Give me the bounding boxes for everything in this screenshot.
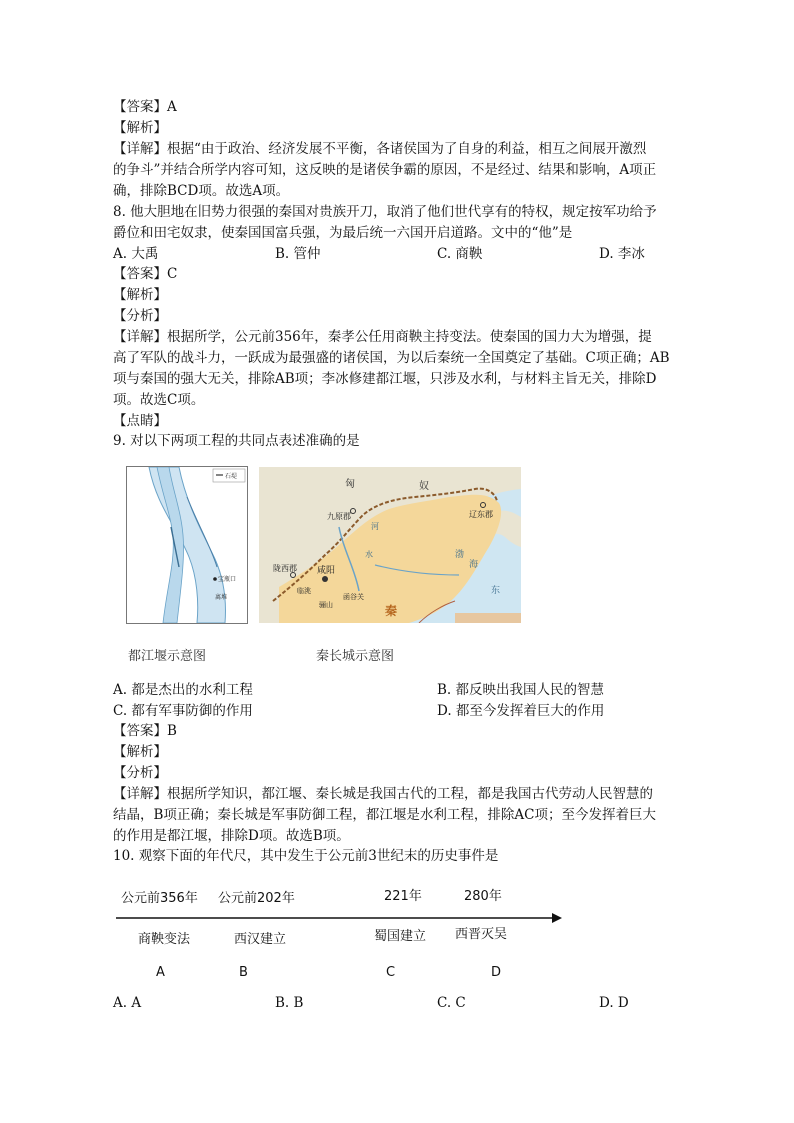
q8-stem-line: 8. 他大胆地在旧势力很强的秦国对贵族开刀，取消了他们世代享有的特权，规定按军功给予 [113, 204, 657, 220]
dujiangyan-map [126, 466, 248, 624]
q7-detail-line: 确，排除BCD项。故选A项。 [113, 183, 290, 199]
timeline-year: 280年 [464, 889, 502, 904]
xiongnu-label: 匈 [345, 479, 355, 490]
xianyang-label: 咸阳 [317, 566, 336, 576]
q7-detail-line: 【详解】根据“由于政治、经济发展不平衡，各诸侯国为了自身的利益，相互之间展开激烈 [113, 141, 647, 157]
q8-fenxi-label: 【分析】 [113, 308, 167, 324]
q7-answer: 【答案】A [113, 99, 177, 115]
q9-fenxi-label: 【分析】 [113, 765, 167, 781]
q8-option-c[interactable]: C. 商鞅 [437, 246, 483, 262]
timeline-event: 西汉建立 [234, 932, 287, 947]
q9-answer: 【答案】B [113, 723, 177, 739]
q9-detail-line: 【详解】根据所学知识，都江堰、秦长城是我国古代的工程，都是我国古代劳动人民智慧的 [113, 786, 653, 802]
timeline-letter: C [386, 965, 396, 980]
shui-label: 水 [365, 550, 373, 559]
q8-stem-line: 爵位和田宅奴隶，使秦国国富兵强，为最后统一六国开启道路。文中的“他”是 [113, 225, 573, 241]
q9-option-c[interactable]: C. 都有军事防御的作用 [113, 703, 253, 719]
lishan-label: 骊山 [319, 601, 333, 609]
lidui-label: 离堆 [215, 594, 228, 601]
q9-analysis-label: 【解析】 [113, 744, 167, 760]
timeline-year: 221年 [384, 889, 422, 904]
timeline-year: 公元前202年 [218, 891, 295, 906]
qin-great-wall-map [259, 467, 521, 623]
q8-answer: 【答案】C [113, 266, 178, 282]
q8-analysis-label: 【解析】 [113, 287, 167, 303]
q9-option-a[interactable]: A. 都是杰出的水利工程 [113, 682, 253, 698]
timeline-event: 商鞅变法 [138, 932, 191, 947]
q8-option-a[interactable]: A. 大禹 [113, 246, 159, 262]
q10-option-d[interactable]: D. D [599, 995, 629, 1011]
dujiangyan-caption: 都江堰示意图 [128, 649, 207, 664]
lintao-label: 临洮 [297, 587, 311, 595]
great-wall-caption: 秦长城示意图 [316, 649, 395, 664]
bohai-label-1: 渤 [455, 550, 465, 560]
legend-shidi-label: 石堤 [225, 473, 238, 480]
he-label: 河 [371, 522, 379, 531]
q8-detail-line: 高了军队的战斗力，一跃成为最强盛的诸侯国，为以后秦统一全国奠定了基础。C项正确；AB [113, 350, 670, 366]
q8-option-b[interactable]: B. 管仲 [275, 246, 321, 262]
q10-stem: 10. 观察下面的年代尺，其中发生于公元前3世纪末的历史事件是 [113, 848, 499, 864]
q10-option-c[interactable]: C. C [437, 995, 466, 1011]
q8-detail-line: 项。故选C项。 [113, 392, 205, 408]
q10-option-b[interactable]: B. B [275, 995, 304, 1011]
liaodong-label: 辽东郡 [469, 510, 493, 519]
bohai-label-2: 海 [469, 560, 479, 570]
timeline-letter: D [491, 965, 502, 980]
qin-label: 秦 [385, 604, 398, 618]
q9-option-d[interactable]: D. 都至今发挥着巨大的作用 [437, 703, 605, 719]
q8-detail-line: 【详解】根据所学，公元前356年，秦孝公任用商鞅主持变法。使秦国的国力大为增强，提 [113, 329, 652, 345]
q8-dianjing-label: 【点睛】 [113, 413, 167, 429]
q8-detail-line: 项与秦国的强大无关，排除AB项；李冰修建都江堰，只涉及水利，与材料主旨无关，排除D [113, 371, 657, 387]
q9-detail-line: 结晶，B项正确；秦长城是军事防御工程，都江堰是水利工程，排除AC项；至今发挥着巨大 [113, 807, 656, 823]
q7-analysis-label: 【解析】 [113, 120, 167, 136]
timeline-letter: B [239, 965, 248, 980]
q7-detail-line: 的争斗”并结合所学内容可知，这反映的是诸侯争霸的原因，不是经过、结果和影响，A项正 [113, 162, 657, 178]
q10-option-a[interactable]: A. A [113, 995, 142, 1011]
xiongnu-label: 奴 [419, 481, 429, 492]
q9-option-b[interactable]: B. 都反映出我国人民的智慧 [437, 682, 605, 698]
longxi-label: 陇西郡 [273, 564, 297, 573]
q8-option-d[interactable]: D. 李冰 [599, 246, 645, 262]
timeline-event: 蜀国建立 [374, 929, 427, 944]
baopingkou-label: 宝瓶口 [218, 576, 237, 583]
hangu-label: 函谷关 [343, 593, 364, 601]
q9-detail-line: 的作用是都江堰，排除D项。故选B项。 [113, 828, 350, 844]
timeline-letter: A [156, 965, 165, 980]
q9-stem: 9. 对以下两项工程的共同点表述准确的是 [113, 433, 360, 449]
timeline-year: 公元前356年 [121, 891, 198, 906]
jiuyuan-label: 九原郡 [327, 512, 351, 521]
east-sea-label: 东 [491, 586, 501, 596]
timeline-event: 西晋灭吴 [455, 927, 508, 942]
